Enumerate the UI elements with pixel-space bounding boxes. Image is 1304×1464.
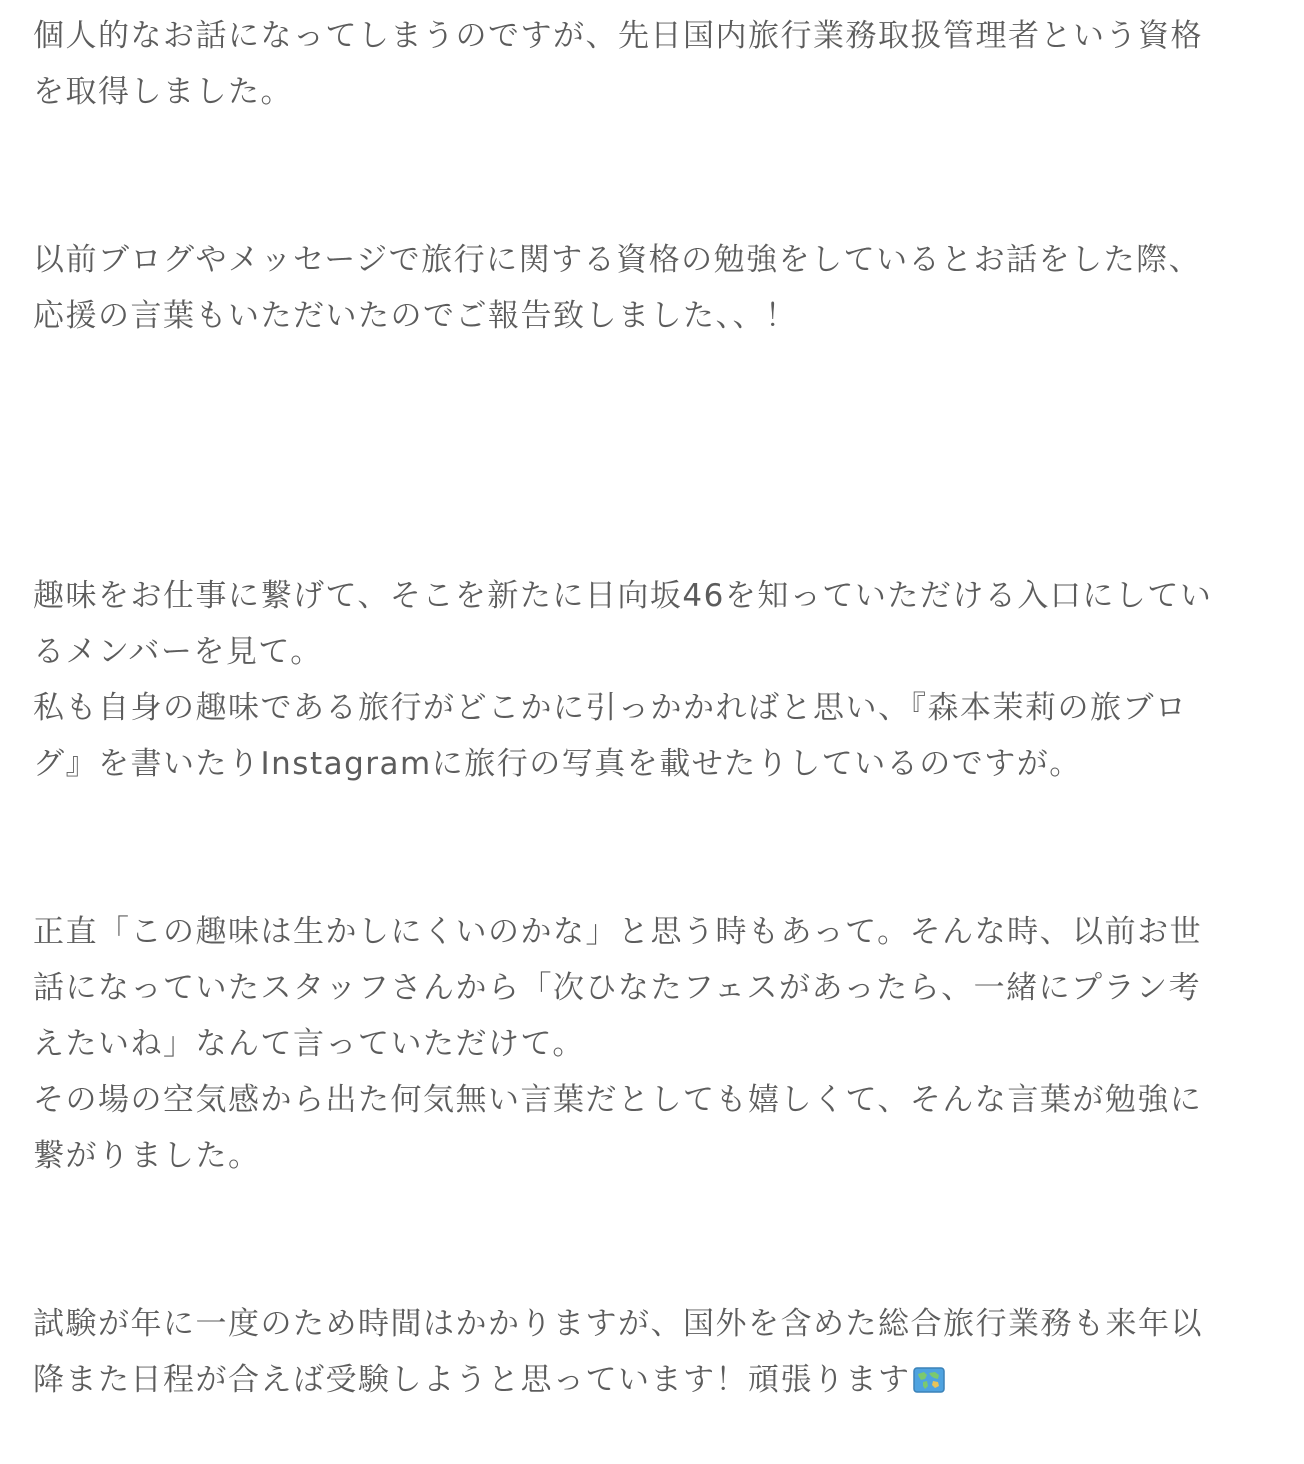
paragraph-staff bbox=[33, 904, 1273, 1184]
text-line: グ』を書いたりInstagramに旅行の写真を載せたりしているのですが。 bbox=[33, 746, 1082, 782]
world-map-emoji-icon bbox=[913, 1366, 945, 1394]
text-line: えたいね」なんて言っていただけて。 bbox=[33, 1026, 585, 1062]
text-line: 以前ブログやメッセージで旅行に関する資格の勉強をしているとお話をした際、 bbox=[33, 242, 1202, 278]
paragraph-hobby bbox=[33, 568, 1273, 792]
paragraph-report bbox=[33, 232, 1273, 344]
text-line-with-emoji bbox=[33, 1352, 1273, 1408]
text-line: 試験が年に一度のため時間はかかりますが、国外を含めた総合旅行業務も来年以 bbox=[33, 1306, 1203, 1342]
blog-article-body bbox=[33, 8, 1273, 1408]
paragraph-spacer bbox=[33, 120, 1273, 232]
text-line: るメンバーを見て。 bbox=[33, 634, 323, 670]
text-line: 個人的なお話になってしまうのですが、先日国内旅行業務取扱管理者という資格 bbox=[33, 18, 1203, 54]
text-line: 正直「この趣味は生かしにくいのかな」と思う時もあって。そんな時、以前お世 bbox=[33, 914, 1203, 950]
paragraph-spacer bbox=[33, 1184, 1273, 1296]
text-line: を取得しました。 bbox=[33, 74, 293, 110]
paragraph-next-exam bbox=[33, 1296, 1273, 1408]
text-line: 繋がりました。 bbox=[33, 1138, 261, 1174]
text-segment: 降また日程が合えば受験しようと思っています！頑張ります bbox=[33, 1362, 911, 1398]
text-line: 応援の言葉もいただいたのでご報告致しました、、！ bbox=[33, 298, 798, 334]
text-line: その場の空気感から出た何気無い言葉だとしても嬉しくて、そんな言葉が勉強に bbox=[33, 1082, 1203, 1118]
paragraph-spacer bbox=[33, 344, 1273, 568]
text-line: 趣味をお仕事に繋げて、そこを新たに日向坂46を知っていただける入口にしてい bbox=[33, 578, 1213, 614]
paragraph-spacer bbox=[33, 792, 1273, 904]
text-line: 私も自身の趣味である旅行がどこかに引っかかればと思い、『森本茉莉の旅ブロ bbox=[33, 690, 1188, 726]
paragraph-qualification bbox=[33, 8, 1273, 120]
text-line: 話になっていたスタッフさんから「次ひなたフェスがあったら、一緒にプラン考 bbox=[33, 970, 1202, 1006]
